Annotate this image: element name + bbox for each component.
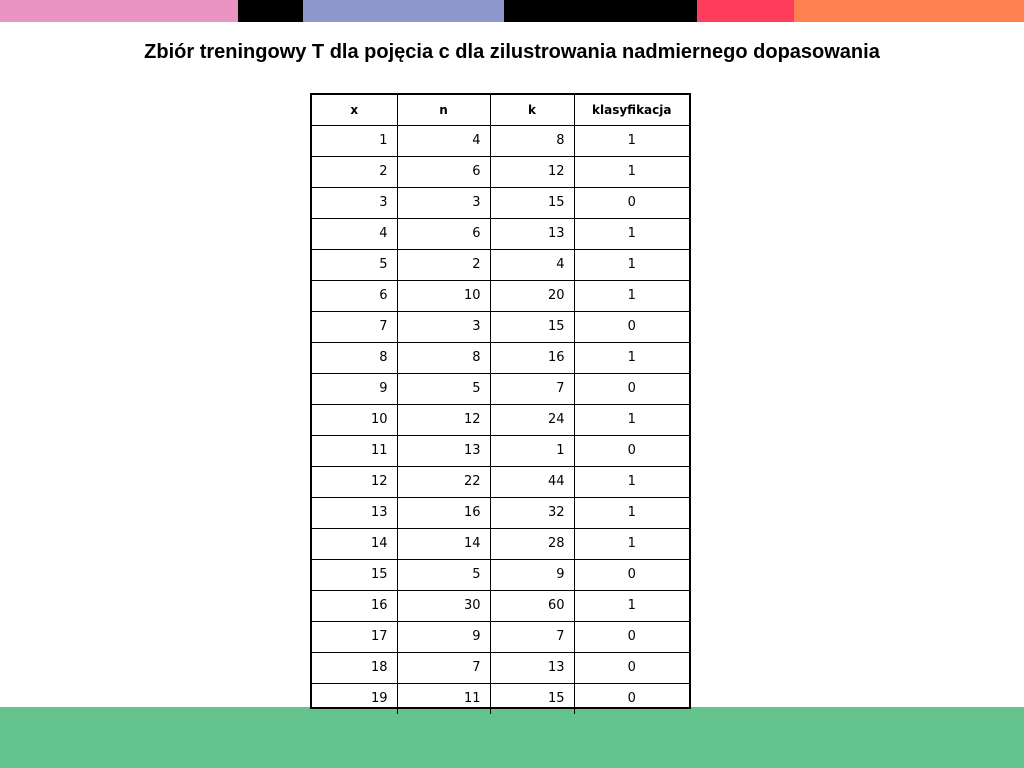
table-row: [312, 126, 689, 157]
top-bar-segment-lavender: [303, 0, 504, 22]
table-row: [312, 560, 689, 591]
cell-x: 5: [312, 250, 397, 281]
cell-k: 4: [490, 250, 574, 281]
cell-klasyfikacja: 1: [574, 405, 689, 436]
cell-x: 19: [312, 684, 397, 715]
cell-klasyfikacja: 0: [574, 622, 689, 653]
table-row: [312, 591, 689, 622]
cell-x: 16: [312, 591, 397, 622]
cell-klasyfikacja: 1: [574, 250, 689, 281]
training-set-table: [312, 95, 689, 714]
cell-n: 11: [397, 684, 490, 715]
cell-n: 2: [397, 250, 490, 281]
top-bar-segment-black: [238, 0, 303, 22]
table-row: [312, 188, 689, 219]
table-row: [312, 622, 689, 653]
cell-x: 8: [312, 343, 397, 374]
cell-klasyfikacja: 1: [574, 498, 689, 529]
table-row: [312, 281, 689, 312]
cell-n: 5: [397, 560, 490, 591]
top-bar-segment-orange: [794, 0, 1024, 22]
cell-x: 3: [312, 188, 397, 219]
table-header-row: [312, 95, 689, 126]
cell-klasyfikacja: 1: [574, 157, 689, 188]
cell-x: 6: [312, 281, 397, 312]
table-row: [312, 219, 689, 250]
cell-k: 9: [490, 560, 574, 591]
cell-k: 13: [490, 653, 574, 684]
cell-n: 4: [397, 126, 490, 157]
cell-k: 24: [490, 405, 574, 436]
header-n: n: [397, 95, 490, 126]
cell-n: 10: [397, 281, 490, 312]
cell-n: 16: [397, 498, 490, 529]
cell-klasyfikacja: 1: [574, 467, 689, 498]
cell-k: 60: [490, 591, 574, 622]
cell-klasyfikacja: 0: [574, 436, 689, 467]
table-row: [312, 498, 689, 529]
top-bar-segment-red: [697, 0, 794, 22]
cell-x: 13: [312, 498, 397, 529]
training-set-table-frame: [310, 93, 691, 709]
top-bar-segment-pink: [0, 0, 238, 22]
top-color-bar: [0, 0, 1024, 22]
header-klasyfikacja: klasyfikacja: [574, 95, 689, 126]
cell-klasyfikacja: 0: [574, 312, 689, 343]
cell-klasyfikacja: 1: [574, 529, 689, 560]
table-row: [312, 653, 689, 684]
cell-n: 22: [397, 467, 490, 498]
cell-n: 7: [397, 653, 490, 684]
cell-n: 12: [397, 405, 490, 436]
cell-x: 12: [312, 467, 397, 498]
table-row: [312, 467, 689, 498]
cell-n: 5: [397, 374, 490, 405]
cell-klasyfikacja: 0: [574, 653, 689, 684]
cell-n: 9: [397, 622, 490, 653]
cell-klasyfikacja: 1: [574, 281, 689, 312]
cell-k: 7: [490, 622, 574, 653]
cell-x: 10: [312, 405, 397, 436]
cell-klasyfikacja: 0: [574, 188, 689, 219]
cell-x: 1: [312, 126, 397, 157]
cell-klasyfikacja: 0: [574, 684, 689, 715]
cell-n: 14: [397, 529, 490, 560]
cell-n: 6: [397, 219, 490, 250]
cell-n: 6: [397, 157, 490, 188]
table-row: [312, 250, 689, 281]
table-row: [312, 436, 689, 467]
cell-klasyfikacja: 1: [574, 126, 689, 157]
header-k: k: [490, 95, 574, 126]
cell-k: 16: [490, 343, 574, 374]
cell-n: 3: [397, 188, 490, 219]
table-body: [312, 126, 689, 715]
cell-klasyfikacja: 1: [574, 591, 689, 622]
top-bar-segment-black-2: [504, 0, 697, 22]
cell-n: 8: [397, 343, 490, 374]
cell-k: 20: [490, 281, 574, 312]
cell-klasyfikacja: 0: [574, 374, 689, 405]
cell-x: 17: [312, 622, 397, 653]
cell-k: 12: [490, 157, 574, 188]
cell-n: 13: [397, 436, 490, 467]
cell-k: 13: [490, 219, 574, 250]
table-row: [312, 343, 689, 374]
cell-x: 9: [312, 374, 397, 405]
cell-k: 7: [490, 374, 574, 405]
cell-x: 2: [312, 157, 397, 188]
cell-k: 32: [490, 498, 574, 529]
bottom-green-band: [0, 707, 1024, 768]
table-row: [312, 529, 689, 560]
table-row: [312, 312, 689, 343]
cell-k: 44: [490, 467, 574, 498]
cell-k: 15: [490, 684, 574, 715]
cell-k: 1: [490, 436, 574, 467]
cell-n: 3: [397, 312, 490, 343]
cell-klasyfikacja: 0: [574, 560, 689, 591]
cell-k: 28: [490, 529, 574, 560]
table-row: [312, 157, 689, 188]
cell-k: 15: [490, 188, 574, 219]
table-row: [312, 374, 689, 405]
cell-n: 30: [397, 591, 490, 622]
table-row: [312, 405, 689, 436]
header-x: x: [312, 95, 397, 126]
table-row: [312, 684, 689, 715]
cell-k: 15: [490, 312, 574, 343]
cell-x: 4: [312, 219, 397, 250]
cell-klasyfikacja: 1: [574, 343, 689, 374]
cell-x: 11: [312, 436, 397, 467]
cell-x: 18: [312, 653, 397, 684]
cell-klasyfikacja: 1: [574, 219, 689, 250]
cell-x: 15: [312, 560, 397, 591]
cell-x: 7: [312, 312, 397, 343]
cell-k: 8: [490, 126, 574, 157]
slide-title: Zbiór treningowy T dla pojęcia c dla zilustrowania nadmiernego dopasowania: [144, 41, 880, 63]
cell-x: 14: [312, 529, 397, 560]
